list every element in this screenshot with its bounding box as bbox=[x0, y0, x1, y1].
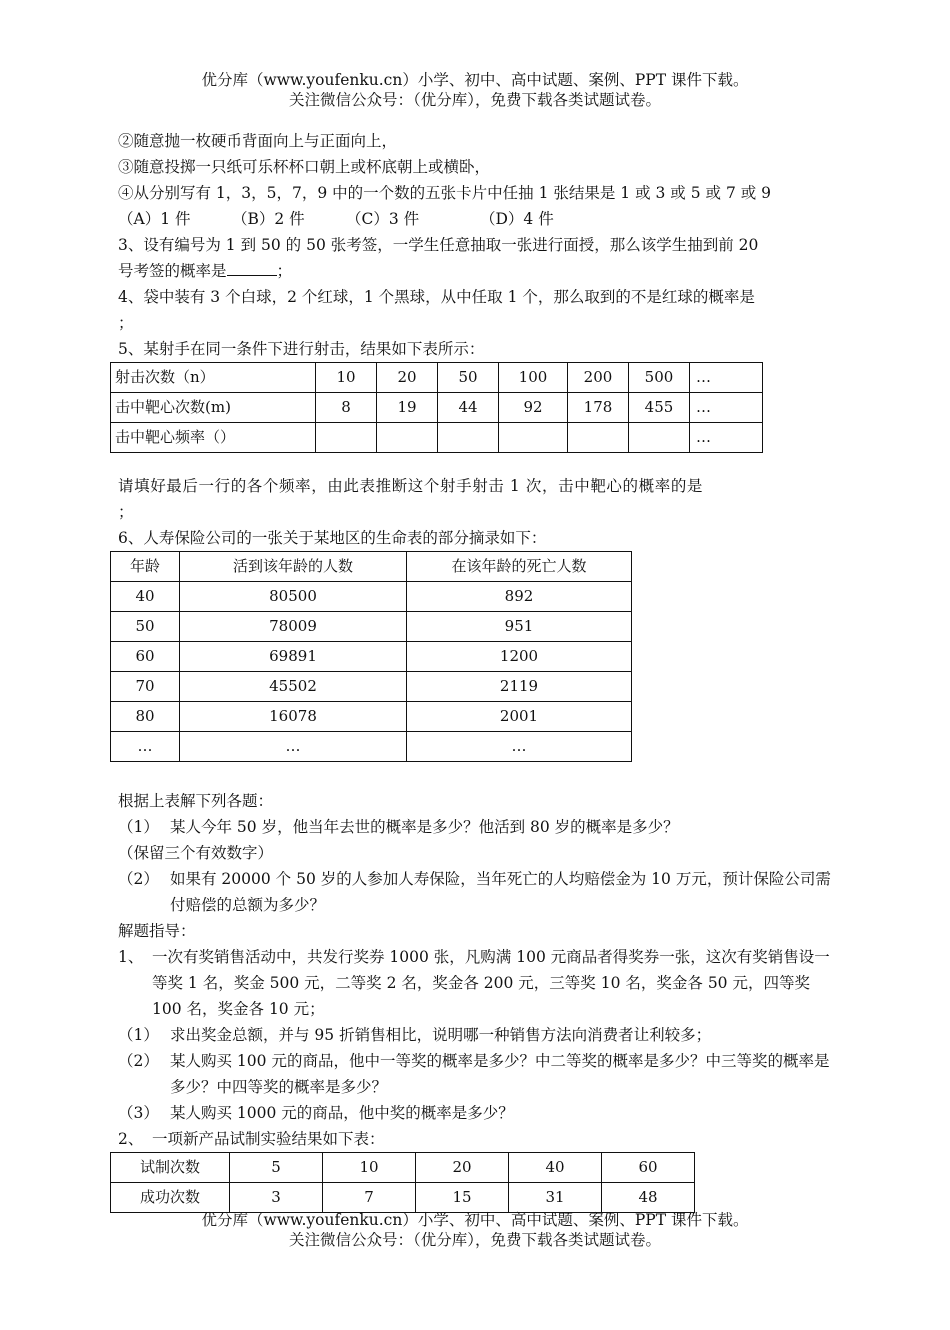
table-cell: 2001 bbox=[407, 702, 632, 732]
table-cell: 50 bbox=[111, 612, 180, 642]
table-cell: 80 bbox=[111, 702, 180, 732]
table-cell: 178 bbox=[568, 393, 629, 423]
guide-title: 解题指导： bbox=[118, 922, 196, 940]
table-row bbox=[111, 642, 632, 672]
q6-solve: 根据上表解下列各题： bbox=[118, 792, 274, 810]
table-cell: 射击次数（n） bbox=[111, 363, 316, 393]
table-row bbox=[111, 423, 763, 453]
q6-sub-1-num: （1） bbox=[118, 818, 159, 836]
table-cell: 100 bbox=[499, 363, 568, 393]
guide-p1-sub-2-num: （2） bbox=[118, 1052, 159, 1070]
table-cell: 10 bbox=[323, 1153, 416, 1183]
table-cell: 44 bbox=[438, 393, 499, 423]
table-row bbox=[111, 612, 632, 642]
q4-line-2: ； bbox=[118, 314, 134, 332]
q6-sub-1-text: 某人今年 50 岁，他当年去世的概率是多少？他活到 80 岁的概率是多少？ bbox=[170, 818, 679, 836]
table-cell bbox=[377, 423, 438, 453]
table-cell: 200 bbox=[568, 363, 629, 393]
q5-intro: 5、某射手在同一条件下进行射击，结果如下表所示： bbox=[118, 340, 485, 358]
table-cell: 活到该年龄的人数 bbox=[180, 552, 407, 582]
table-row bbox=[111, 363, 763, 393]
option-a: （A）1 件 bbox=[118, 210, 191, 228]
table-row bbox=[111, 552, 632, 582]
q6-sub-1-note: （保留三个有效数字） bbox=[118, 844, 274, 862]
guide-p1-num: 1、 bbox=[118, 948, 144, 966]
table-cell bbox=[316, 423, 377, 453]
guide-p1-sub-1-num: （1） bbox=[118, 1026, 159, 1044]
table-cell: 500 bbox=[629, 363, 690, 393]
table-cell: 60 bbox=[111, 642, 180, 672]
q3-line-2-end: ； bbox=[276, 262, 293, 280]
answer-blank bbox=[227, 259, 277, 276]
table-cell: 80500 bbox=[180, 582, 407, 612]
table-cell: 951 bbox=[407, 612, 632, 642]
table-cell: 试制次数 bbox=[111, 1153, 230, 1183]
table-cell bbox=[629, 423, 690, 453]
q2-item-2: ②随意抛一枚硬币背面向上与正面向上， bbox=[118, 132, 398, 150]
table-cell: 成功次数 bbox=[111, 1183, 230, 1213]
table-cell: 19 bbox=[377, 393, 438, 423]
guide-p2-num: 2、 bbox=[118, 1130, 144, 1148]
q3-line-2-text: 号考签的概率是 bbox=[118, 262, 227, 280]
guide-p2 bbox=[118, 1126, 838, 1152]
table-row bbox=[111, 732, 632, 762]
table-cell: 2119 bbox=[407, 672, 632, 702]
table-cell: … bbox=[407, 732, 632, 762]
trial-table bbox=[110, 1152, 695, 1213]
guide-p1-sub-3 bbox=[118, 1100, 838, 1126]
table-cell: 50 bbox=[438, 363, 499, 393]
q5-after-1: 请填好最后一行的各个频率，由此表推断这个射手射击 1 次，击中靶心的概率的是 bbox=[118, 477, 704, 495]
table-cell: 击中靶心频率（） bbox=[111, 423, 316, 453]
table-cell: 455 bbox=[629, 393, 690, 423]
table-cell: 在该年龄的死亡人数 bbox=[407, 552, 632, 582]
q4-line-1: 4、袋中装有 3 个白球，2 个红球，1 个黑球，从中任取 1 个，那么取到的不是红球的概率是 bbox=[118, 288, 755, 306]
table-cell: 60 bbox=[602, 1153, 695, 1183]
guide-p1 bbox=[118, 944, 838, 1022]
table-cell: 45502 bbox=[180, 672, 407, 702]
table-cell: 31 bbox=[509, 1183, 602, 1213]
header-line-2: 关注微信公众号：（优分库），免费下载各类试题试卷。 bbox=[288, 91, 661, 109]
table-cell: 16078 bbox=[180, 702, 407, 732]
table-cell: … bbox=[180, 732, 407, 762]
guide-p2-text: 一项新产品试制实验结果如下表： bbox=[152, 1130, 385, 1148]
q2-options bbox=[118, 206, 838, 232]
table-row bbox=[111, 582, 632, 612]
table-cell: 20 bbox=[416, 1153, 509, 1183]
q3-line-2 bbox=[118, 258, 838, 284]
table-row bbox=[111, 393, 763, 423]
table-cell: … bbox=[690, 393, 763, 423]
table-cell: … bbox=[111, 732, 180, 762]
table-cell: 69891 bbox=[180, 642, 407, 672]
table-cell bbox=[438, 423, 499, 453]
page-footer bbox=[0, 1210, 950, 1250]
q3-line-1: 3、设有编号为 1 到 50 的 50 张考签，一学生任意抽取一张进行面授，那么该学生抽到前 20 bbox=[118, 236, 759, 254]
guide-p1-sub-2 bbox=[118, 1048, 838, 1100]
table-row bbox=[111, 1183, 695, 1213]
table-cell: 15 bbox=[416, 1183, 509, 1213]
guide-p1-sub-1 bbox=[118, 1022, 838, 1048]
table-cell: … bbox=[690, 423, 763, 453]
option-c: （C）3 件 bbox=[346, 210, 420, 228]
q6-intro: 6、人寿保险公司的一张关于某地区的生命表的部分摘录如下： bbox=[118, 529, 547, 547]
option-d: （D）4 件 bbox=[480, 210, 554, 228]
table-cell: 48 bbox=[602, 1183, 695, 1213]
footer-line-1: 优分库（www.youfenku.cn）小学、初中、高中试题、案例、PPT 课件下载。 bbox=[201, 1211, 749, 1229]
q6-sub-2-num: （2） bbox=[118, 870, 159, 888]
table-cell: 92 bbox=[499, 393, 568, 423]
guide-p1-sub-2-text: 某人购买 100 元的商品，他中一等奖的概率是多少？中二等奖的概率是多少？中三等奖的概率是多少？中四等奖的概率是多少？ bbox=[170, 1052, 830, 1096]
table-cell: 10 bbox=[316, 363, 377, 393]
table-cell: 20 bbox=[377, 363, 438, 393]
q2-item-4: ④从分别写有 1，3，5，7，9 中的一个数的五张卡片中任抽 1 张结果是 1 或 3 或 5 或 7 或 9 bbox=[118, 184, 772, 202]
q2-item-3: ③随意投掷一只纸可乐杯杯口朝上或杯底朝上或横卧， bbox=[118, 158, 491, 176]
footer-line-2: 关注微信公众号：（优分库），免费下载各类试题试卷。 bbox=[288, 1231, 661, 1249]
table-cell: … bbox=[690, 363, 763, 393]
option-b: （B）2 件 bbox=[232, 210, 305, 228]
guide-p1-sub-3-num: （3） bbox=[118, 1104, 159, 1122]
table-cell bbox=[568, 423, 629, 453]
table-row bbox=[111, 702, 632, 732]
q6-sub-2 bbox=[118, 866, 838, 918]
guide-p1-sub-3-text: 某人购买 1000 元的商品，他中奖的概率是多少？ bbox=[170, 1104, 514, 1122]
table-cell: 40 bbox=[111, 582, 180, 612]
table-row bbox=[111, 1153, 695, 1183]
q5-after-2: ； bbox=[118, 503, 134, 521]
document-body bbox=[115, 128, 838, 1213]
table-cell: 1200 bbox=[407, 642, 632, 672]
table-cell: 70 bbox=[111, 672, 180, 702]
table-cell: 年龄 bbox=[111, 552, 180, 582]
guide-p1-text: 一次有奖销售活动中，共发行奖券 1000 张，凡购满 100 元商品者得奖券一张，这次有奖销售设一等奖 1 名，奖金 500 元，二等奖 2 名，奖金各 200 元，三等奖 10 名，奖金各 50 元，四等奖 100 名，奖金各 10 元； bbox=[152, 948, 830, 1018]
table-cell: 7 bbox=[323, 1183, 416, 1213]
table-cell: 击中靶心次数(m) bbox=[111, 393, 316, 423]
guide-p1-sub-1-text: 求出奖金总额，并与 95 折销售相比，说明哪一种销售方法向消费者让利较多； bbox=[170, 1026, 712, 1044]
table-cell: 892 bbox=[407, 582, 632, 612]
page-header bbox=[0, 70, 950, 110]
header-line-1: 优分库（www.youfenku.cn）小学、初中、高中试题、案例、PPT 课件下载。 bbox=[201, 71, 749, 89]
table-cell: 78009 bbox=[180, 612, 407, 642]
table-cell bbox=[499, 423, 568, 453]
table-cell: 40 bbox=[509, 1153, 602, 1183]
table-cell: 5 bbox=[230, 1153, 323, 1183]
table-row bbox=[111, 672, 632, 702]
table-cell: 3 bbox=[230, 1183, 323, 1213]
life-table bbox=[110, 551, 632, 762]
shooting-table bbox=[110, 362, 763, 453]
q6-sub-1 bbox=[118, 814, 838, 840]
table-cell: 8 bbox=[316, 393, 377, 423]
q6-sub-2-text: 如果有 20000 个 50 岁的人参加人寿保险，当年死亡的人均赔偿金为 10 万元，预计保险公司需付赔偿的总额为多少？ bbox=[170, 870, 831, 914]
